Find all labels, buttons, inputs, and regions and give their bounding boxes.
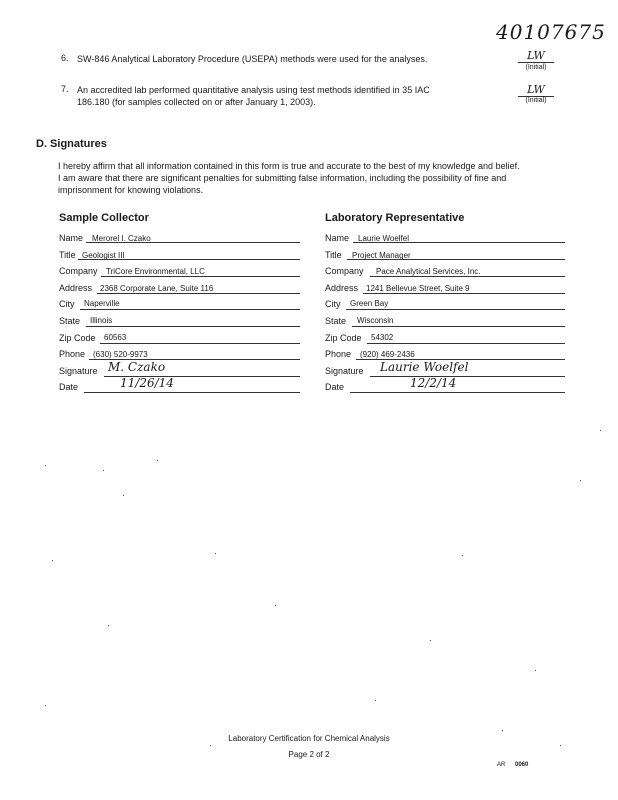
scan-speck [600,430,601,431]
lr-company-value: Pace Analytical Services, Inc. [376,267,481,276]
lr-address-value: 1241 Bellevue Street, Suite 9 [366,284,470,293]
scan-speck [560,745,561,746]
item-7-initial-label: (Initial) [525,97,547,104]
scan-speck [52,560,53,561]
sc-phone-value: (630) 520-9973 [93,350,148,359]
lr-name-value: Laurie Woelfel [358,234,409,243]
item-6-initial-label: (Initial) [525,64,547,71]
item-7-text-line-2: 186.180 (for samples collected on or after January 1, 2003). [77,97,316,107]
sc-date-label: Date [59,382,79,392]
scan-speck [210,745,211,746]
lr-date-value: 12/2/14 [410,376,457,390]
lr-signature-value: Laurie Woelfel [380,360,469,374]
item-6-initial-mark: LW [518,50,554,63]
sc-state-label: State [59,316,81,326]
affirmation-line-1: I hereby affirm that all information contained in this form is true and accurate to the best of my knowledge and belief. [58,161,520,171]
scan-speck [45,705,46,706]
scan-speck [535,670,536,671]
sc-phone-label: Phone [59,349,86,359]
sc-city-label: City [59,299,75,309]
lr-state-label: State [325,316,347,326]
lr-title-value: Project Manager [352,251,411,260]
affirmation-line-3: imprisonment for knowing violations. [58,185,204,195]
lr-state-line [352,326,565,327]
sc-signature-value: M. Czako [108,360,166,374]
sc-zip-label: Zip Code [59,333,96,343]
sc-name-label: Name [59,233,84,243]
footer-page: Page 2 of 2 [288,750,330,759]
footer-title: Laboratory Certification for Chemical Analysis [228,734,390,743]
scan-speck [462,555,463,556]
scan-speck [430,640,431,641]
sc-city-value: Naperville [84,299,120,308]
sc-address-line [97,293,300,294]
lr-company-label: Company [325,266,364,276]
item-7-initial-mark: LW [518,84,554,97]
sc-company-value: TriCore Environmental, LLC [106,267,205,276]
lr-city-line [346,309,565,310]
scan-speck [215,553,216,554]
sc-title-label: Title [59,250,76,260]
lr-city-value: Green Bay [350,299,389,308]
sc-company-line [101,276,300,277]
lr-phone-label: Phone [325,349,352,359]
lr-zip-line [367,343,565,344]
sc-signature-label: Signature [59,366,98,376]
lr-address-label: Address [325,283,359,293]
lr-title-line [347,259,565,260]
lr-signature-label: Signature [325,366,364,376]
lr-state-value: Wisconsin [357,316,394,325]
lr-name-label: Name [325,233,350,243]
scan-speck [103,470,104,471]
lr-address-line [363,293,565,294]
lr-signature-line [370,376,565,377]
scan-speck [580,480,581,481]
scan-speck [502,730,503,731]
sc-state-value: Illinois [90,316,113,325]
lr-phone-value: (920) 469-2436 [360,350,415,359]
sc-address-value: 2368 Corporate Lane, Suite 116 [100,284,214,293]
sc-address-label: Address [59,283,93,293]
sc-name-line [86,242,300,243]
scan-speck [275,605,276,606]
lr-date-label: Date [325,382,345,392]
scan-speck [375,700,376,701]
lr-date-line [350,392,565,393]
item-7-text-line-1: An accredited lab performed quantitative analysis using test methods identified in 35 IAC [77,85,430,95]
section-title: D. Signatures [36,138,107,150]
sc-city-line [80,309,300,310]
affirmation-line-2: I am aware that there are significant penalties for submitting false information, including the possibility of fine and [58,173,507,183]
sc-company-label: Company [59,266,98,276]
lab-rep-heading: Laboratory Representative [325,212,465,224]
sc-title-value: Geologist III [82,251,125,260]
lr-name-line [353,242,565,243]
sc-zip-value: 60563 [104,333,127,342]
lr-zip-label: Zip Code [325,333,362,343]
item-7-number: 7. [61,84,69,94]
scan-speck [45,465,46,466]
item-6-text: SW-846 Analytical Laboratory Procedure (USEPA) methods were used for the analyses. [77,54,428,64]
lr-zip-value: 54302 [371,333,394,342]
sc-date-value: 11/26/14 [120,376,174,390]
scan-speck [157,460,158,461]
sc-state-line [86,326,300,327]
sc-zip-line [100,343,300,344]
sample-collector-heading: Sample Collector [59,212,149,224]
lr-title-label: Title [325,250,342,260]
sc-name-value: Merorel I. Czako [92,234,151,243]
sc-title-line [78,259,300,260]
footer-stamp-right: 0060 [515,762,529,768]
footer-stamp-left: AR [497,762,506,768]
sc-date-line [84,392,300,393]
lr-city-label: City [325,299,341,309]
scan-speck [108,625,109,626]
lr-company-line [370,276,565,277]
document-number: 40107675 [496,20,606,44]
item-6-number: 6. [61,53,69,63]
scan-speck [123,495,124,496]
